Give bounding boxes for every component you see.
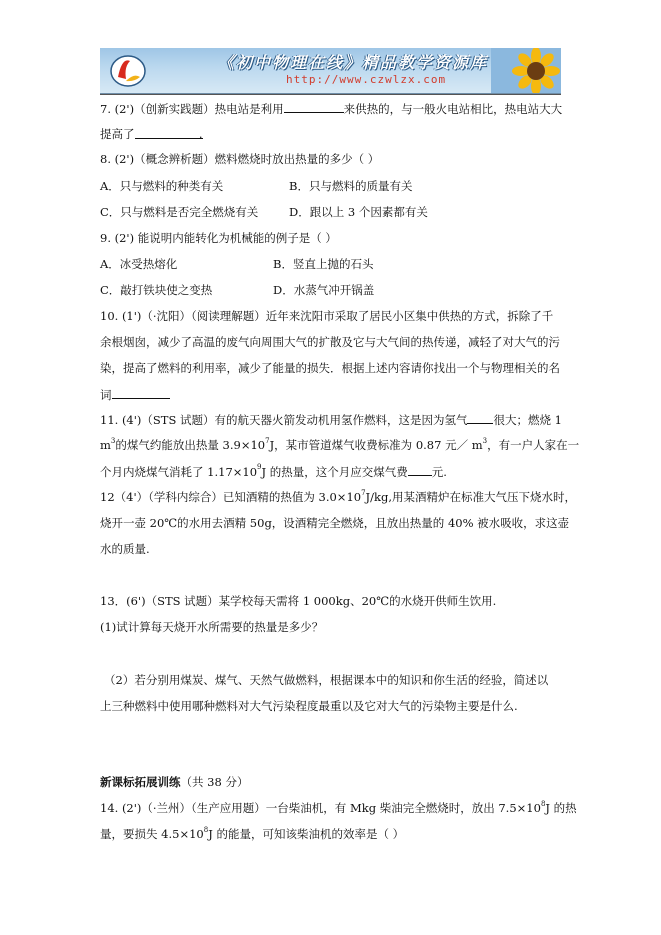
question-11-line-2 xyxy=(100,437,579,453)
q14-sup-2: 8 xyxy=(203,826,209,834)
q7-period: . xyxy=(198,127,203,141)
header-banner xyxy=(100,48,561,94)
q14-sup-1: 8 xyxy=(540,800,546,808)
question-9-option-b: B．竖直上抛的石头 xyxy=(273,257,374,271)
header-title: 《初中物理在线》精品教学资源库 xyxy=(218,53,489,72)
q11-text-f: 个月内烧煤气消耗了 1.17×10 xyxy=(100,465,258,479)
q11-text-h: 元. xyxy=(431,465,447,479)
q11-text-d: J，某市管道煤气收费标准为 0.87 元／ m xyxy=(269,438,483,452)
q14-text-a: 14. (2')（·兰州）（生产应用题）一台柴油机，有 Mkg 柴油完全燃烧时，放出 7.5×10 xyxy=(100,801,541,815)
question-11-line-1 xyxy=(100,411,562,428)
section-heading xyxy=(100,774,248,790)
q11-sup-1: 3 xyxy=(110,437,116,445)
q11-text-g: J 的热量，这个月应交煤气费 xyxy=(261,465,408,479)
q11-blank-1 xyxy=(467,411,493,424)
question-13-line-1: 13．(6')（STS 试题）某学校每天需将 1 000kg、20℃的水烧开供师生饮用. xyxy=(100,594,497,608)
q11-unit-m: m xyxy=(100,438,111,452)
question-12-line-2: 烧开一壶 20℃的水用去酒精 50g，设酒精完全燃烧，且放出热量的 40% 被水吸收，求这壶 xyxy=(100,516,570,530)
header-url: http://www.czwlzx.com xyxy=(286,73,447,86)
q11-text-e: ，有一户人家在一 xyxy=(487,438,580,452)
q11-text-c: 的煤气约能放出热量 3.9×10 xyxy=(115,438,266,452)
q11-sup-2: 7 xyxy=(265,437,270,445)
question-14-line-2 xyxy=(100,826,404,842)
q14-text-c: 量，要损失 4.5×10 xyxy=(100,827,204,841)
q12-sup: 7 xyxy=(361,489,366,497)
question-13-line-4: 上三种燃料中使用哪种燃料对大气污染程度最重以及它对大气的污染物主要是什么. xyxy=(100,699,518,713)
q12-text-a: 12（4'）（学科内综合）已知酒精的热值为 3.0×10 xyxy=(100,490,362,504)
q10-text: 词 xyxy=(100,388,112,402)
section-score: （共 38 分） xyxy=(180,775,249,789)
question-8-stem: 8. (2')（概念辨析题）燃料燃烧时放出热量的多少（ ） xyxy=(100,152,380,166)
q7-text-c: 提高了 xyxy=(100,127,135,141)
question-13-line-2: (1)试计算每天烧开水所需要的热量是多少？ xyxy=(100,620,324,634)
question-9-stem: 9. (2') 能说明内能转化为机械能的例子是（ ） xyxy=(100,231,337,245)
question-10-line-4 xyxy=(100,386,170,403)
question-8-option-d: D．跟以上 3 个因素都有关 xyxy=(289,205,428,219)
question-7-line-2 xyxy=(100,126,203,142)
question-8-option-b: B．只与燃料的质量有关 xyxy=(289,179,413,193)
sunflower-icon xyxy=(491,48,561,93)
q14-text-d: J 的能量，可知该柴油机的效率是（ ） xyxy=(208,827,405,841)
question-12-line-3: 水的质量. xyxy=(100,542,150,556)
question-13-line-3: （2）若分别用煤炭、煤气、天然气做燃料，根据课本中的知识和你生活的经验，简述以 xyxy=(104,673,549,687)
q7-blank-1 xyxy=(284,100,344,113)
question-8-option-a: A．只与燃料的种类有关 xyxy=(100,179,224,193)
question-9-option-a: A．冰受热熔化 xyxy=(100,257,178,271)
q12-text-b: J/kg,用某酒精炉在标准大气压下烧水时， xyxy=(365,490,577,504)
question-8-option-c: C．只与燃料是否完全燃烧有关 xyxy=(100,205,259,219)
question-14-line-1 xyxy=(100,800,577,816)
question-11-line-3 xyxy=(100,463,447,480)
question-10-line-1: 10. (1')（·沈阳）（阅读理解题）近年来沈阳市采取了居民小区集中供热的方式，拆除了千 xyxy=(100,309,554,323)
q7-text-a: 7. (2')（创新实践题）热电站是利用 xyxy=(100,102,284,116)
question-7-line-1 xyxy=(100,100,562,117)
question-10-line-2: 余根烟囱，减少了高温的废气向周围大气的扩散及它与大气间的热传递，减轻了对大气的污 xyxy=(100,335,560,349)
q7-blank-2 xyxy=(135,126,203,139)
question-9-option-c: C．敲打铁块使之变热 xyxy=(100,283,213,297)
q11-text-a: 11. (4')（STS 试题）有的航天器火箭发动机用氢作燃料，这是因为氢气 xyxy=(100,413,468,427)
site-logo-icon xyxy=(108,51,148,89)
question-12-line-1 xyxy=(100,489,576,505)
q11-text-b: 很大；燃烧 1 xyxy=(493,413,562,427)
q14-text-b: J 的热 xyxy=(545,801,577,815)
section-title: 新课标拓展训练 xyxy=(100,775,181,789)
q11-sup-3: 3 xyxy=(482,437,488,445)
question-10-line-3: 染，提高了燃料的利用率，减少了能量的损失．根据上述内容请你找出一个与物理相关的名 xyxy=(100,361,560,375)
q11-sup-4: 9 xyxy=(257,463,262,471)
q11-blank-2 xyxy=(408,463,432,476)
header-divider xyxy=(100,94,561,95)
question-9-option-d: D．水蒸气冲开锅盖 xyxy=(273,283,375,297)
q10-blank xyxy=(112,386,170,399)
q7-text-b: 来供热的，与一般火电站相比，热电站大大 xyxy=(343,102,563,116)
